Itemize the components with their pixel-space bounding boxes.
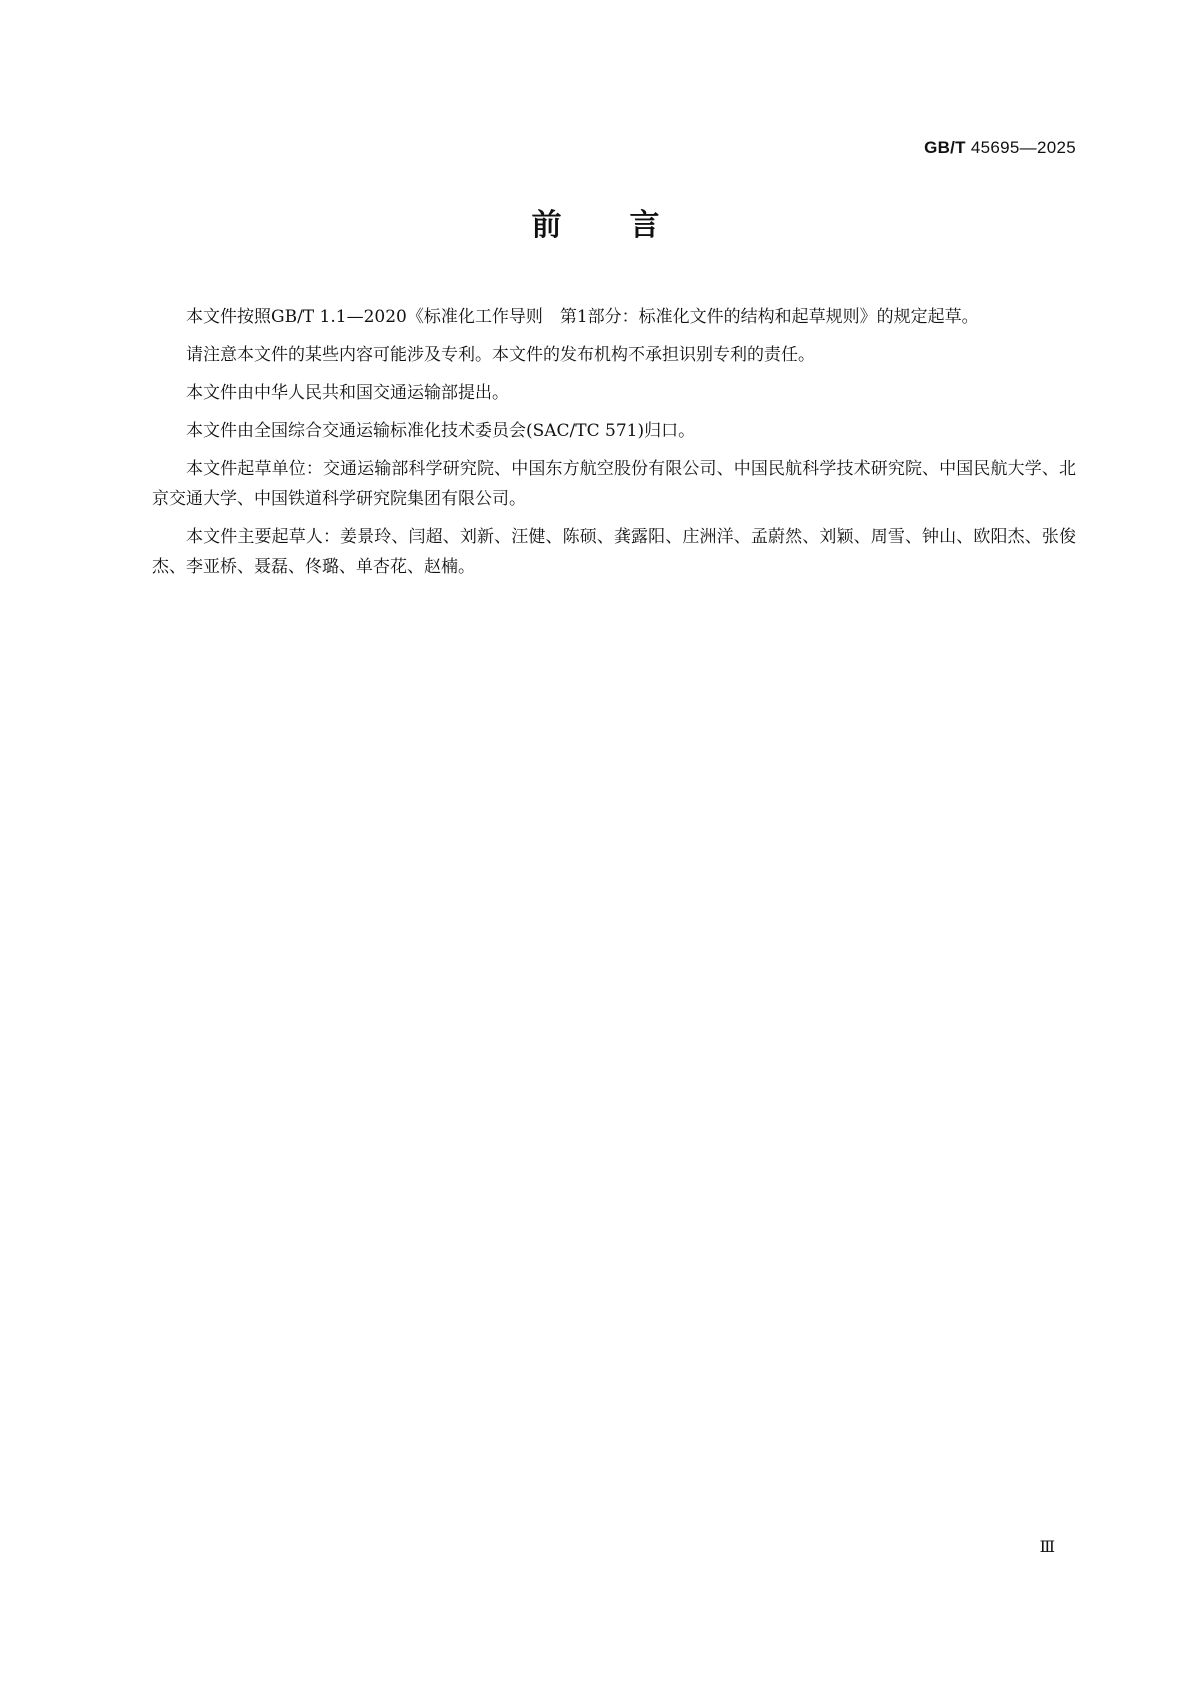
page-number: Ⅲ — [1039, 1537, 1055, 1556]
page-title: 前言 — [531, 208, 728, 243]
paragraph-patent-notice: 请注意本文件的某些内容可能涉及专利。本文件的发布机构不承担识别专利的责任。 — [186, 345, 815, 365]
paragraph-proposer: 本文件由中华人民共和国交通运输部提出。 — [186, 383, 509, 403]
standard-code-number: 45695—2025 — [970, 138, 1076, 157]
paragraph-drafting-units: 本文件起草单位：交通运输部科学研究院、中国东方航空股份有限公司、中国民航科学技术研究院、中国民航大学、北京交通大学、中国铁道科学研究院集团有限公司。 — [152, 459, 1076, 509]
paragraph-drafters: 本文件主要起草人：姜景玲、闫超、刘新、汪健、陈硕、龚露阳、庄洲洋、孟蔚然、刘颖、周雪、钟山、欧阳杰、张俊杰、李亚桥、聂磊、佟璐、单杏花、赵楠。 — [152, 527, 1076, 577]
standard-code-prefix: GB/T — [924, 138, 966, 157]
standard-code — [924, 138, 1076, 158]
foreword-body — [152, 302, 1076, 590]
paragraph-committee: 本文件由全国综合交通运输标准化技术委员会(SAC/TC 571)归口。 — [186, 421, 696, 441]
paragraph-drafting-rules: 本文件按照GB/T 1.1—2020《标准化工作导则 第1部分：标准化文件的结构和起草规则》的规定起草。 — [186, 307, 979, 327]
